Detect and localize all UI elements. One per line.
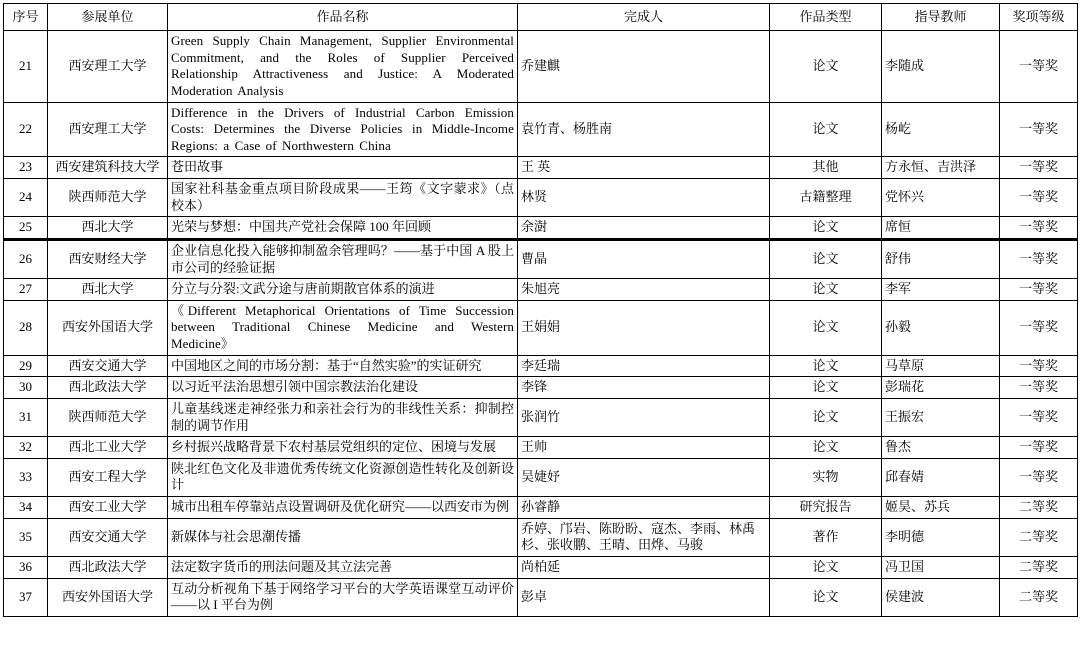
table-row bbox=[4, 556, 1078, 578]
table-body bbox=[4, 31, 1078, 617]
cell-type: 著作 bbox=[770, 518, 882, 556]
cell-seq: 26 bbox=[4, 239, 48, 278]
cell-level: 一等奖 bbox=[1000, 217, 1078, 240]
table-row bbox=[4, 437, 1078, 459]
cell-seq: 27 bbox=[4, 279, 48, 301]
cell-title: Green Supply Chain Management, Supplier Environmental Commitment, and the Roles of Supplier Perceived Relationship Attractiveness and Justice: A Moderated Moderation Analysis bbox=[168, 31, 518, 103]
cell-title: 城市出租车停靠站点设置调研及优化研究——以西安市为例 bbox=[168, 497, 518, 519]
cell-seq: 24 bbox=[4, 179, 48, 217]
column-header-author: 完成人 bbox=[518, 4, 770, 31]
cell-author: 袁竹青、杨胜南 bbox=[518, 102, 770, 157]
table-row bbox=[4, 497, 1078, 519]
cell-title: 互动分析视角下基于网络学习平台的大学英语课堂互动评价——以 I 平台为例 bbox=[168, 578, 518, 616]
cell-type: 研究报告 bbox=[770, 497, 882, 519]
cell-mentor: 鲁杰 bbox=[882, 437, 1000, 459]
cell-mentor: 李明德 bbox=[882, 518, 1000, 556]
cell-seq: 31 bbox=[4, 398, 48, 436]
cell-type: 论文 bbox=[770, 217, 882, 240]
cell-author: 曹晶 bbox=[518, 239, 770, 278]
cell-author: 吴婕妤 bbox=[518, 458, 770, 496]
cell-mentor: 党怀兴 bbox=[882, 179, 1000, 217]
cell-type: 古籍整理 bbox=[770, 179, 882, 217]
cell-unit: 西安财经大学 bbox=[48, 239, 168, 278]
column-header-seq: 序号 bbox=[4, 4, 48, 31]
cell-unit: 西安交通大学 bbox=[48, 518, 168, 556]
cell-title: 儿童基线迷走神经张力和亲社会行为的非线性关系：抑制控制的调节作用 bbox=[168, 398, 518, 436]
cell-title: 陕北红色文化及非遗优秀传统文化资源创造性转化及创新设计 bbox=[168, 458, 518, 496]
cell-title: Difference in the Drivers of Industrial Carbon Emission Costs: Determines the Diverse Policies in Middle-Income Regions: a Case of Northwestern China bbox=[168, 102, 518, 157]
cell-mentor: 席恒 bbox=[882, 217, 1000, 240]
cell-author: 孙睿静 bbox=[518, 497, 770, 519]
table-header-row bbox=[4, 4, 1078, 31]
column-header-type: 作品类型 bbox=[770, 4, 882, 31]
cell-level: 二等奖 bbox=[1000, 578, 1078, 616]
cell-level: 二等奖 bbox=[1000, 497, 1078, 519]
table-row bbox=[4, 31, 1078, 103]
cell-unit: 西北大学 bbox=[48, 279, 168, 301]
cell-author: 林贤 bbox=[518, 179, 770, 217]
table-row bbox=[4, 518, 1078, 556]
table-row bbox=[4, 239, 1078, 278]
table-row bbox=[4, 578, 1078, 616]
column-header-mentor: 指导教师 bbox=[882, 4, 1000, 31]
cell-type: 论文 bbox=[770, 239, 882, 278]
cell-level: 一等奖 bbox=[1000, 279, 1078, 301]
cell-unit: 西安建筑科技大学 bbox=[48, 157, 168, 179]
cell-author: 乔建麒 bbox=[518, 31, 770, 103]
cell-level: 一等奖 bbox=[1000, 437, 1078, 459]
cell-level: 一等奖 bbox=[1000, 398, 1078, 436]
cell-unit: 西安外国语大学 bbox=[48, 578, 168, 616]
cell-type: 论文 bbox=[770, 300, 882, 355]
cell-seq: 21 bbox=[4, 31, 48, 103]
cell-type: 其他 bbox=[770, 157, 882, 179]
cell-author: 张润竹 bbox=[518, 398, 770, 436]
cell-seq: 35 bbox=[4, 518, 48, 556]
cell-seq: 33 bbox=[4, 458, 48, 496]
cell-unit: 西安理工大学 bbox=[48, 31, 168, 103]
cell-mentor: 马草原 bbox=[882, 355, 1000, 377]
cell-mentor: 彭瑞花 bbox=[882, 377, 1000, 399]
column-header-title: 作品名称 bbox=[168, 4, 518, 31]
cell-title: 光荣与梦想：中国共产党社会保障 100 年回顾 bbox=[168, 217, 518, 240]
cell-level: 一等奖 bbox=[1000, 31, 1078, 103]
cell-title: 分立与分裂:文武分途与唐前期散官体系的演进 bbox=[168, 279, 518, 301]
cell-title: 企业信息化投入能够抑制盈余管理吗？——基于中国 A 股上市公司的经验证据 bbox=[168, 239, 518, 278]
cell-title: 乡村振兴战略背景下农村基层党组织的定位、困境与发展 bbox=[168, 437, 518, 459]
cell-type: 论文 bbox=[770, 31, 882, 103]
cell-seq: 25 bbox=[4, 217, 48, 240]
table-row bbox=[4, 458, 1078, 496]
cell-title: 《Different Metaphorical Orientations of Time Succession between Traditional Chinese Medicine and Western Medicine》 bbox=[168, 300, 518, 355]
cell-level: 二等奖 bbox=[1000, 556, 1078, 578]
cell-title: 法定数字货币的刑法问题及其立法完善 bbox=[168, 556, 518, 578]
cell-mentor: 舒伟 bbox=[882, 239, 1000, 278]
table-row bbox=[4, 157, 1078, 179]
cell-seq: 32 bbox=[4, 437, 48, 459]
cell-unit: 西安理工大学 bbox=[48, 102, 168, 157]
cell-author: 李廷瑞 bbox=[518, 355, 770, 377]
cell-seq: 37 bbox=[4, 578, 48, 616]
cell-type: 论文 bbox=[770, 437, 882, 459]
cell-unit: 西北大学 bbox=[48, 217, 168, 240]
cell-mentor: 王振宏 bbox=[882, 398, 1000, 436]
table-row bbox=[4, 377, 1078, 399]
cell-mentor: 姬昊、苏兵 bbox=[882, 497, 1000, 519]
table-header bbox=[4, 4, 1078, 31]
cell-author: 尚柏延 bbox=[518, 556, 770, 578]
cell-unit: 西安交通大学 bbox=[48, 355, 168, 377]
cell-author: 王帅 bbox=[518, 437, 770, 459]
cell-mentor: 李军 bbox=[882, 279, 1000, 301]
table-row bbox=[4, 279, 1078, 301]
cell-mentor: 邱春婧 bbox=[882, 458, 1000, 496]
column-header-unit: 参展单位 bbox=[48, 4, 168, 31]
table-row bbox=[4, 179, 1078, 217]
cell-seq: 34 bbox=[4, 497, 48, 519]
cell-level: 一等奖 bbox=[1000, 157, 1078, 179]
cell-level: 一等奖 bbox=[1000, 102, 1078, 157]
cell-unit: 西北政法大学 bbox=[48, 556, 168, 578]
cell-unit: 西北工业大学 bbox=[48, 437, 168, 459]
cell-type: 论文 bbox=[770, 355, 882, 377]
table-row bbox=[4, 300, 1078, 355]
cell-type: 论文 bbox=[770, 377, 882, 399]
cell-level: 一等奖 bbox=[1000, 300, 1078, 355]
cell-type: 论文 bbox=[770, 398, 882, 436]
cell-seq: 22 bbox=[4, 102, 48, 157]
cell-seq: 28 bbox=[4, 300, 48, 355]
cell-unit: 陕西师范大学 bbox=[48, 398, 168, 436]
cell-title: 中国地区之间的市场分割：基于“自然实验”的实证研究 bbox=[168, 355, 518, 377]
cell-level: 一等奖 bbox=[1000, 179, 1078, 217]
cell-seq: 36 bbox=[4, 556, 48, 578]
table-row bbox=[4, 398, 1078, 436]
cell-unit: 西安工业大学 bbox=[48, 497, 168, 519]
cell-unit: 西安外国语大学 bbox=[48, 300, 168, 355]
cell-mentor: 孙毅 bbox=[882, 300, 1000, 355]
cell-seq: 30 bbox=[4, 377, 48, 399]
cell-mentor: 侯建波 bbox=[882, 578, 1000, 616]
cell-mentor: 方永恒、吉洪泽 bbox=[882, 157, 1000, 179]
cell-unit: 西北政法大学 bbox=[48, 377, 168, 399]
cell-level: 一等奖 bbox=[1000, 239, 1078, 278]
cell-type: 论文 bbox=[770, 556, 882, 578]
cell-author: 彭卓 bbox=[518, 578, 770, 616]
cell-author: 李锋 bbox=[518, 377, 770, 399]
cell-seq: 23 bbox=[4, 157, 48, 179]
cell-type: 论文 bbox=[770, 279, 882, 301]
cell-level: 一等奖 bbox=[1000, 458, 1078, 496]
table-row bbox=[4, 102, 1078, 157]
cell-unit: 西安工程大学 bbox=[48, 458, 168, 496]
cell-mentor: 冯卫国 bbox=[882, 556, 1000, 578]
cell-seq: 29 bbox=[4, 355, 48, 377]
cell-title: 国家社科基金重点项目阶段成果——王筠《文字蒙求》（点校本） bbox=[168, 179, 518, 217]
cell-author: 王 英 bbox=[518, 157, 770, 179]
cell-title: 以习近平法治思想引领中国宗教法治化建设 bbox=[168, 377, 518, 399]
table-row bbox=[4, 355, 1078, 377]
cell-author: 余澍 bbox=[518, 217, 770, 240]
cell-level: 一等奖 bbox=[1000, 355, 1078, 377]
table-row bbox=[4, 217, 1078, 240]
cell-level: 二等奖 bbox=[1000, 518, 1078, 556]
cell-mentor: 杨屹 bbox=[882, 102, 1000, 157]
award-list-table bbox=[3, 3, 1078, 617]
cell-type: 实物 bbox=[770, 458, 882, 496]
cell-mentor: 李随成 bbox=[882, 31, 1000, 103]
column-header-level: 奖项等级 bbox=[1000, 4, 1078, 31]
cell-title: 苍田故事 bbox=[168, 157, 518, 179]
cell-level: 一等奖 bbox=[1000, 377, 1078, 399]
cell-unit: 陕西师范大学 bbox=[48, 179, 168, 217]
cell-author: 王娟娟 bbox=[518, 300, 770, 355]
cell-author: 朱旭亮 bbox=[518, 279, 770, 301]
cell-author: 乔婷、邝岩、陈盼盼、寇杰、李雨、林禹杉、张收鹏、王晴、田烨、马骏 bbox=[518, 518, 770, 556]
cell-type: 论文 bbox=[770, 102, 882, 157]
cell-type: 论文 bbox=[770, 578, 882, 616]
cell-title: 新媒体与社会思潮传播 bbox=[168, 518, 518, 556]
document-page bbox=[0, 3, 1080, 659]
